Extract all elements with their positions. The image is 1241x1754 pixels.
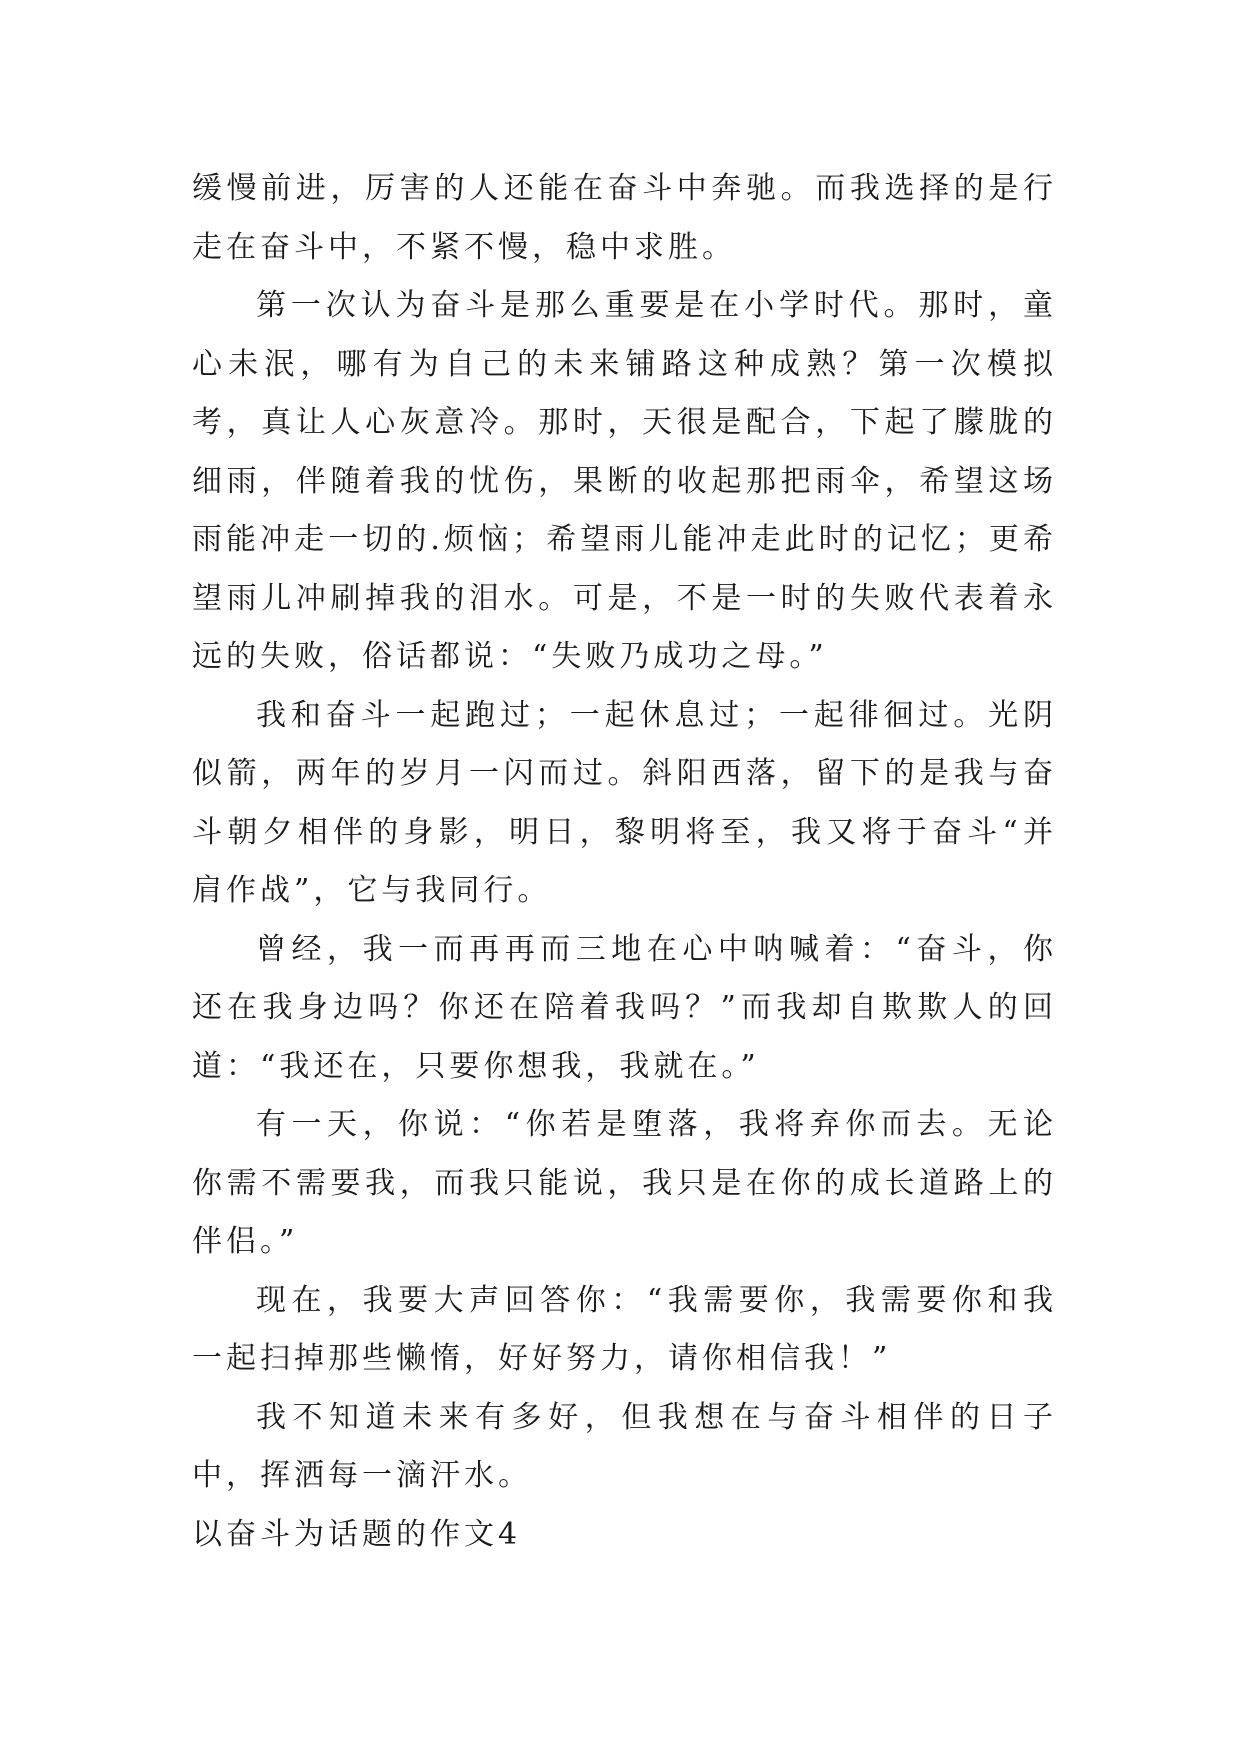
paragraph-5: 有一天，你说：“你若是堕落，我将弃你而去。无论你需不需要我，而我只能说，我只是在你的成长道路上的伴侣。” xyxy=(192,1107,1057,1259)
document-body xyxy=(192,160,1057,1564)
paragraph-3: 我和奋斗一起跑过；一起休息过；一起徘徊过。光阴似箭，两年的岁月一闪而过。斜阳西落，留下的是我与奋斗朝夕相伴的身影，明日，黎明将至，我又将于奋斗“并肩作战”，它与我同行。 xyxy=(192,697,1057,908)
paragraph-4: 曾经，我一而再再而三地在心中呐喊着：“奋斗，你还在我身边吗？你还在陪着我吗？”而我却自欺欺人的回道：“我还在，只要你想我，我就在。” xyxy=(192,931,1057,1084)
paragraph-7: 我不知道未来有多好，但我想在与奋斗相伴的日子中，挥洒每一滴汗水。 xyxy=(192,1399,1057,1493)
paragraph-6: 现在，我要大声回答你：“我需要你，我需要你和我一起扫掉那些懒惰，好好努力，请你相信我！” xyxy=(192,1282,1057,1376)
paragraph-2: 第一次认为奋斗是那么重要是在小学时代。那时，童心未泯，哪有为自己的未来铺路这种成熟？第一次模拟考，真让人心灰意冷。那时，天很是配合，下起了朦胧的细雨，伴随着我的忧伤，果断的收起那把雨伞，希望这场雨能冲走一切的.烦恼；希望雨儿能冲走此时的记忆；更希望雨儿冲刷掉我的泪水。可是，不是一时的失败代表着永远的失败，俗话都说：“失败乃成功之母。” xyxy=(192,288,1057,674)
section-heading: 以奋斗为话题的作文4 xyxy=(192,1516,522,1552)
paragraph-1: 缓慢前进，厉害的人还能在奋斗中奔驰。而我选择的是行走在奋斗中，不紧不慢，稳中求胜。 xyxy=(192,171,1057,265)
